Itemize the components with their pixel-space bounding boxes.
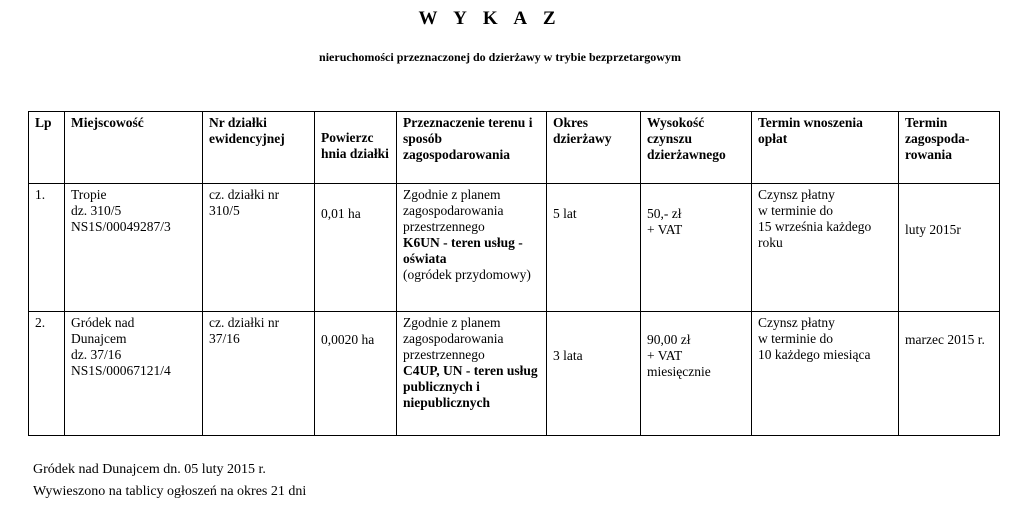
- row-lp: 2.: [29, 312, 65, 436]
- row-lease-period: 5 lat: [547, 184, 641, 312]
- row-lp: 1.: [29, 184, 65, 312]
- row-location: Gródek nad Dunajcem dz. 37/16 NS1S/00067121/4: [65, 312, 203, 436]
- row-payment-terms: Czynsz płatny w terminie do 15 września każdego roku: [752, 184, 899, 312]
- row-plot-number: cz. działki nr 37/16: [203, 312, 315, 436]
- col-header-plot-number: Nr działki ewidencyjnej: [203, 112, 315, 184]
- footer-posted-line: Wywieszono na tablicy ogłoszeń na okres 21 dni: [33, 484, 307, 499]
- col-header-payment-terms: Termin wnoszenia opłat: [752, 112, 899, 184]
- table-row: [29, 312, 1000, 436]
- row-area: 0,01 ha: [315, 184, 397, 312]
- row-development-term: luty 2015r: [899, 184, 1000, 312]
- footer-date-line: Gródek nad Dunajcem dn. 05 luty 2015 r.: [33, 462, 266, 477]
- row-rent: 90,00 zł + VAT miesięcznie: [641, 312, 752, 436]
- row-plot-number: cz. działki nr 310/5: [203, 184, 315, 312]
- document-title: W Y K A Z: [418, 8, 562, 29]
- col-header-development-term: Termin zagospoda-rowania: [899, 112, 1000, 184]
- col-header-purpose: Przeznaczenie terenu i sposób zagospodarowania: [397, 112, 547, 184]
- col-header-rent: Wysokość czynszu dzierżawnego: [641, 112, 752, 184]
- property-table: [28, 111, 1000, 436]
- row-area: 0,0020 ha: [315, 312, 397, 436]
- col-header-area: Powierzc hnia działki: [315, 112, 397, 184]
- col-header-lp: Lp: [29, 112, 65, 184]
- row-lease-period: 3 lata: [547, 312, 641, 436]
- row-purpose: Zgodnie z planem zagospodarowania przestrzennego K6UN - teren usług - oświata (ogródek przydomowy): [397, 184, 547, 312]
- document-subtitle: nieruchomości przeznaczonej do dzierżawy w trybie bezprzetargowym: [319, 50, 681, 64]
- col-header-location: Miejscowość: [65, 112, 203, 184]
- row-purpose: Zgodnie z planem zagospodarowania przestrzennego C4UP, UN - teren usług publicznych i niepublicznych: [397, 312, 547, 436]
- row-location: Tropie dz. 310/5 NS1S/00049287/3: [65, 184, 203, 312]
- row-development-term: marzec 2015 r.: [899, 312, 1000, 436]
- row-rent: 50,- zł + VAT: [641, 184, 752, 312]
- col-header-lease-period: Okres dzierżawy: [547, 112, 641, 184]
- table-header-row: [29, 112, 1000, 184]
- row-payment-terms: Czynsz płatny w terminie do 10 każdego miesiąca: [752, 312, 899, 436]
- table-row: [29, 184, 1000, 312]
